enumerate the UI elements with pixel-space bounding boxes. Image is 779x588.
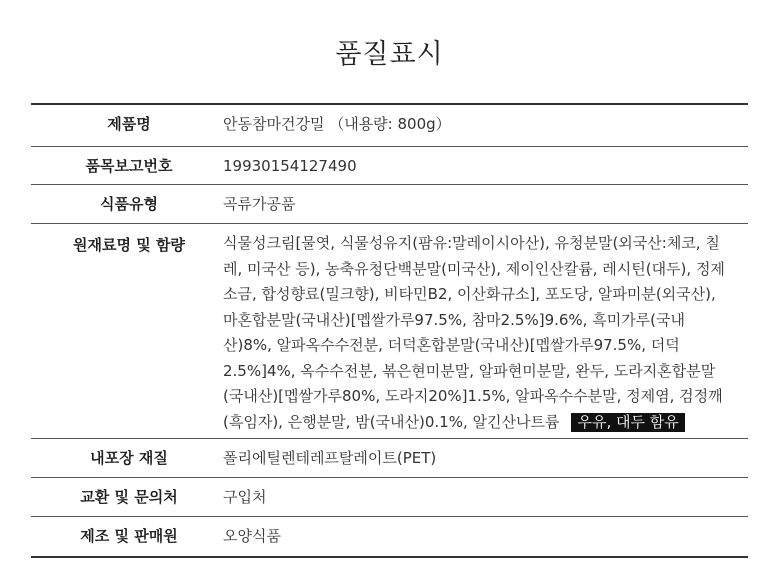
- ingredients-text: 식물성크림[물엿, 식물성유지(팜유:말레이시아산), 유청분말(외국산:체코, 칠레, 미국산 등), 농축유청단백분말(미국산), 제이인산칼륨, 레시틴(대두), 정제소금, 합성향료(밀크향), 비타민B2, 이산화규소], 포도당, 알파미분(외국산), 마혼합분말(국내산)[멥쌀가루97.5%, 참마2.5%]9.6%, 흑미가루(국내산)8%, 알파옥수수전분, 더덕혼합분말(국내산)[멥쌀가루97.5%, 더덕2.5%]4%, 옥수수전분, 볶은현미분말, 알파현미분말, 완두, 도라지혼합분말(국내산)[멥쌀가루80%, 도라지20%]1.5%, 알파옥수수분말, 정제염, 검정깨(흑임자), 은행분말, 밤(국내산)0.1%, 알긴산나트륨: [223, 234, 725, 431]
- row-value-contact: [223, 478, 748, 517]
- row-label-packaging: 내포장 재질: [31, 439, 227, 478]
- contact-text: 구입처: [223, 488, 267, 506]
- report-number-text: 19930154127490: [223, 157, 357, 175]
- table-row: [31, 439, 748, 478]
- row-value-packaging: [223, 439, 748, 478]
- row-value-manufacturer: [223, 517, 748, 558]
- row-label-report-number: 품목보고번호: [31, 147, 227, 185]
- allergen-badge: 우유, 대두 함유: [571, 413, 684, 432]
- packaging-text: 폴리에틸렌테레프탈레이트(PET): [223, 449, 437, 467]
- page-title: 품질표시: [335, 39, 444, 70]
- table-row: [31, 147, 748, 185]
- table-row: [31, 224, 748, 439]
- row-label-food-type: 식품유형: [31, 185, 227, 224]
- row-label-manufacturer: 제조 및 판매원: [80, 527, 178, 545]
- food-type-text: 곡류가공품: [223, 195, 296, 213]
- row-value-report-number: [223, 147, 748, 185]
- row-value-ingredients: [223, 224, 748, 439]
- table-row: [31, 478, 748, 517]
- row-value-food-type: [223, 185, 748, 224]
- manufacturer-text: 오양식품: [223, 527, 281, 545]
- row-label-product-name: 제품명: [31, 104, 227, 147]
- product-info-table: [31, 103, 748, 558]
- row-label-contact: 교환 및 문의처: [31, 478, 227, 517]
- table-row: [31, 517, 748, 558]
- row-label-ingredients: 원재료명 및 함량: [31, 224, 227, 439]
- product-name-text: 안동참마건강밀 （내용량: 800g）: [223, 115, 451, 133]
- row-value-product-name: [223, 104, 748, 147]
- table-row: [31, 185, 748, 224]
- table-row: [31, 104, 748, 147]
